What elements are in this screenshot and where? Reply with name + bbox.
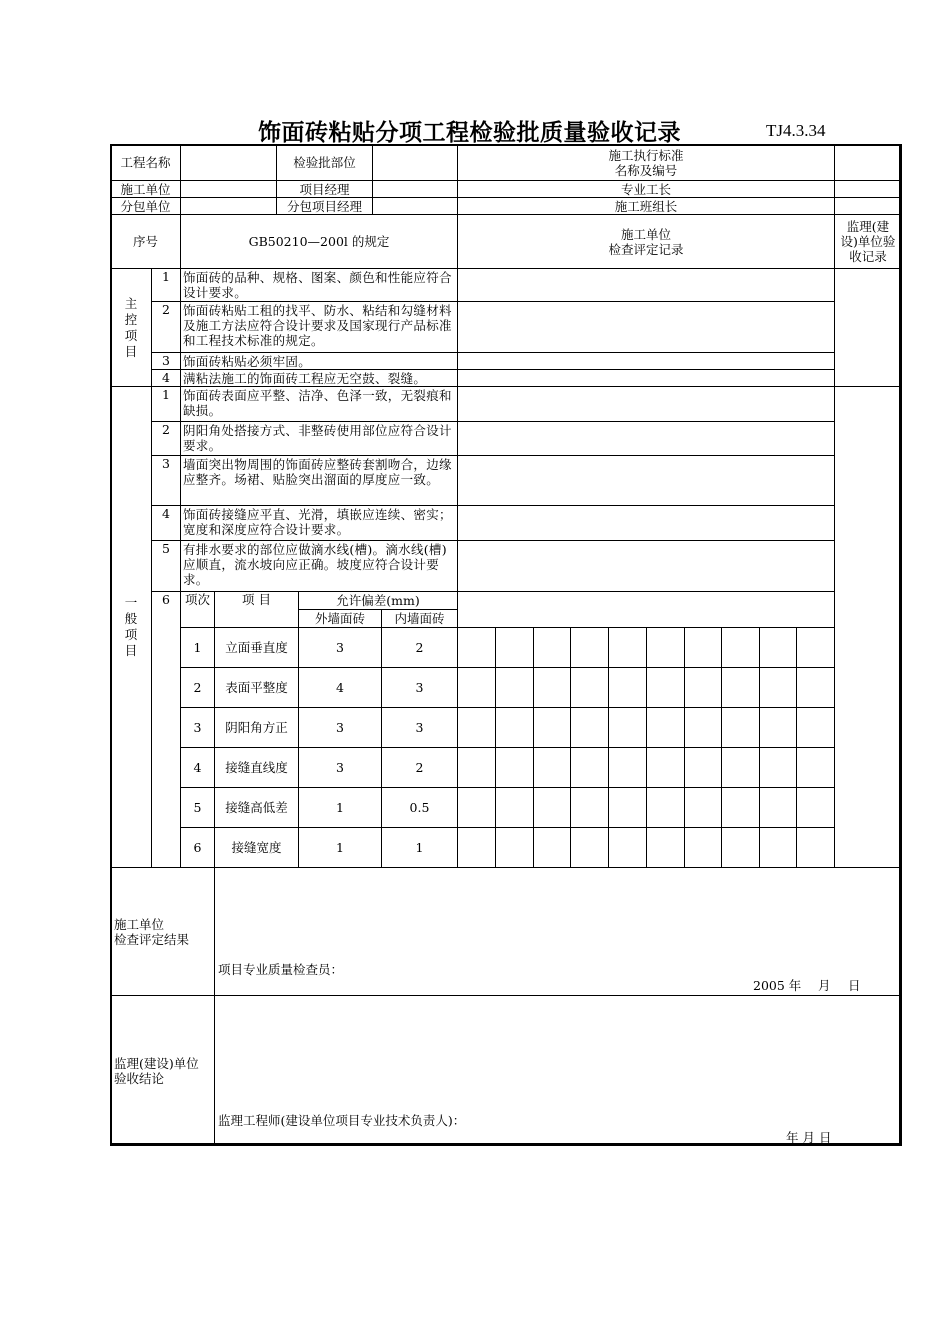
- measurement-cell[interactable]: [684, 747, 722, 788]
- measurement-cell[interactable]: [796, 627, 835, 668]
- measurement-cell[interactable]: [796, 827, 835, 868]
- date-month: 月: [818, 978, 831, 993]
- project-name-value[interactable]: [180, 144, 277, 181]
- measurement-cell[interactable]: [533, 627, 571, 668]
- measurement-cell[interactable]: [721, 747, 760, 788]
- measurement-cell[interactable]: [684, 627, 722, 668]
- team-leader-label: 施工班组长: [457, 197, 835, 215]
- tolerance-row-ext: 3: [298, 707, 382, 748]
- measurement-cell[interactable]: [684, 667, 722, 708]
- main-item-text: 满粘法施工的饰面砖工程应无空鼓、裂缝。: [180, 369, 458, 387]
- general-item-no: 2: [151, 421, 181, 456]
- measurement-cell[interactable]: [608, 707, 647, 748]
- construction-unit-value[interactable]: [180, 180, 277, 198]
- supervision-result-label-line: 监理(建设)单位: [114, 1055, 199, 1071]
- sub-manager-label: 分包项目经理: [276, 197, 373, 215]
- general-item-no: 1: [151, 386, 181, 422]
- general-item-record[interactable]: [457, 505, 835, 541]
- form-code: TJ4.3.34: [766, 121, 826, 140]
- date-year: 2005 年: [753, 978, 802, 993]
- check-record-header: [457, 214, 835, 269]
- measurement-cell[interactable]: [495, 827, 534, 868]
- tolerance-row-ext: 3: [298, 627, 382, 668]
- measurement-cell[interactable]: [796, 787, 835, 828]
- measurement-cell[interactable]: [646, 707, 685, 748]
- tolerance-row-item: 接缝直线度: [214, 747, 299, 788]
- general-item-text: 饰面砖接缝应平直、光滑，填嵌应连续、密实；宽度和深度应符合设计要求。: [180, 505, 458, 541]
- check-record-header-line: 检查评定记录: [608, 241, 684, 257]
- tolerance-row-ext: 4: [298, 667, 382, 708]
- tolerance-row-index: 6: [180, 827, 215, 868]
- measurement-cell[interactable]: [646, 827, 685, 868]
- measurement-cell[interactable]: [721, 787, 760, 828]
- measurement-cell[interactable]: [684, 787, 722, 828]
- construction-result-label-line: 检查评定结果: [114, 931, 190, 947]
- measurement-cell[interactable]: [570, 827, 609, 868]
- measurement-cell[interactable]: [759, 747, 797, 788]
- main-item-record[interactable]: [457, 369, 835, 387]
- tolerance-row-int: 2: [381, 747, 458, 788]
- tolerance-row-index: 5: [180, 787, 215, 828]
- measurement-cell[interactable]: [796, 667, 835, 708]
- construction-unit-label: 施工单位: [110, 180, 181, 198]
- measurement-cell[interactable]: [457, 827, 496, 868]
- general-item-record[interactable]: [457, 540, 835, 592]
- general-item-text: 饰面砖表面应平整、洁净、色泽一致，无裂痕和缺损。: [180, 386, 458, 422]
- construction-result-label: [110, 867, 215, 996]
- date-day: 日: [848, 978, 861, 993]
- seq-header: 序号: [110, 214, 181, 269]
- measurement-cell[interactable]: [570, 627, 609, 668]
- main-item-record[interactable]: [457, 268, 835, 302]
- measurement-cell[interactable]: [721, 827, 760, 868]
- tolerance-row-item: 表面平整度: [214, 667, 299, 708]
- main-item-no: 4: [151, 369, 181, 387]
- sub-manager-value[interactable]: [372, 197, 458, 215]
- tolerance-row-item: 接缝高低差: [214, 787, 299, 828]
- measurement-cell[interactable]: [495, 667, 534, 708]
- measurement-cell[interactable]: [759, 787, 797, 828]
- general-item-no: 5: [151, 540, 181, 592]
- measurement-cell[interactable]: [796, 707, 835, 748]
- general-items-label: [110, 386, 152, 868]
- measurement-cell[interactable]: [457, 787, 496, 828]
- general-item-text: 墙面突出物周围的饰面砖应整砖套割吻合，边缘应整齐。场裙、贴脸突出溜面的厚度应一致。: [180, 455, 458, 506]
- measurement-cell[interactable]: [608, 827, 647, 868]
- tolerance-no: 6: [151, 591, 181, 868]
- supervision-header-line: 设)单位验: [840, 234, 896, 249]
- measurement-cell[interactable]: [646, 747, 685, 788]
- general-item-record[interactable]: [457, 421, 835, 456]
- tolerance-row-item: 接缝宽度: [214, 827, 299, 868]
- main-items-supervision[interactable]: [834, 268, 902, 387]
- measurement-cell[interactable]: [457, 747, 496, 788]
- measurement-cell[interactable]: [684, 827, 722, 868]
- measurement-cell[interactable]: [608, 787, 647, 828]
- date-line: 年 月 日: [786, 1130, 832, 1145]
- measurement-cell[interactable]: [533, 827, 571, 868]
- measurement-cell[interactable]: [495, 627, 534, 668]
- general-item-record[interactable]: [457, 386, 835, 422]
- measurement-cell[interactable]: [646, 667, 685, 708]
- main-item-record[interactable]: [457, 301, 835, 353]
- tolerance-row-ext: 1: [298, 827, 382, 868]
- page-title: 饰面砖粘贴分项工程检验批质量验收记录: [258, 120, 681, 146]
- measurement-cell[interactable]: [533, 667, 571, 708]
- main-item-text: 饰面砖粘贴必须牢固。: [180, 352, 458, 370]
- standard-label: [457, 144, 835, 181]
- tolerance-row-ext: 3: [298, 747, 382, 788]
- main-item-text: 饰面砖粘贴工租的找平、防水、粘结和勾缝材料及施工方法应符合设计要求及国家现行产品标准和工程技术标准的规定。: [180, 301, 458, 353]
- measurement-cell[interactable]: [759, 827, 797, 868]
- inspector-label: 项目专业质量检查员：: [218, 962, 344, 977]
- general-item-text: 有排水要求的部位应做滴水线(槽)。滴水线(槽)应顺直，流水坡向应正确。坡度应符合设计要求。: [180, 540, 458, 592]
- main-item-no: 3: [151, 352, 181, 370]
- measurement-cell[interactable]: [721, 707, 760, 748]
- main-item-no: 2: [151, 301, 181, 353]
- measurement-cell[interactable]: [570, 707, 609, 748]
- inspection-part-value[interactable]: [372, 144, 458, 181]
- measurement-cell[interactable]: [457, 667, 496, 708]
- foreman-label: 专业工长: [457, 180, 835, 198]
- engineer-label: 监理工程师(建设单位项目专业技术负责人)：: [218, 1113, 466, 1128]
- measurement-cell[interactable]: [495, 747, 534, 788]
- supervision-header-line: 收记录: [849, 249, 887, 264]
- standard-value[interactable]: [834, 144, 902, 181]
- measurement-cell[interactable]: [457, 627, 496, 668]
- measurement-cell[interactable]: [796, 747, 835, 788]
- inspection-part-label: 检验批部位: [276, 144, 373, 181]
- measurement-cell[interactable]: [759, 667, 797, 708]
- supervision-header: [834, 214, 902, 269]
- spec-header: GB50210—200l 的规定: [180, 214, 458, 269]
- tolerance-row-item: 立面垂直度: [214, 627, 299, 668]
- tolerance-item-header: 项 目: [214, 591, 299, 628]
- measurement-cell[interactable]: [570, 787, 609, 828]
- measurement-cell[interactable]: [759, 707, 797, 748]
- tolerance-index-header: 项次: [180, 591, 215, 628]
- tolerance-row-index: 3: [180, 707, 215, 748]
- measurement-cell[interactable]: [608, 627, 647, 668]
- supervision-result-label: [110, 995, 215, 1146]
- general-items-label-text: 一般项目: [124, 595, 138, 658]
- foreman-value[interactable]: [834, 180, 902, 198]
- main-item-text: 饰面砖的品种、规格、图案、颜色和性能应符合设计要求。: [180, 268, 458, 302]
- measurement-cell[interactable]: [570, 747, 609, 788]
- main-items-label: [110, 268, 152, 387]
- main-items-label-text: 主控项目: [124, 295, 138, 359]
- tolerance-row-index: 2: [180, 667, 215, 708]
- measurement-cell[interactable]: [646, 627, 685, 668]
- sub-unit-label: 分包单位: [110, 197, 181, 215]
- project-name-label: 工程名称: [110, 144, 181, 181]
- check-record-header-line: 施工单位: [620, 226, 671, 242]
- measurement-cell[interactable]: [684, 707, 722, 748]
- measurement-cell[interactable]: [608, 667, 647, 708]
- measurement-cell[interactable]: [608, 747, 647, 788]
- measurement-cell[interactable]: [721, 667, 760, 708]
- supervision-result-label-line: 验收结论: [114, 1070, 165, 1086]
- tolerance-int-header: 内墙面砖: [381, 609, 458, 628]
- tolerance-row-int: 3: [381, 707, 458, 748]
- measurement-cell[interactable]: [721, 627, 760, 668]
- general-item-record[interactable]: [457, 455, 835, 506]
- project-manager-value[interactable]: [372, 180, 458, 198]
- team-leader-value[interactable]: [834, 197, 902, 215]
- tolerance-row-index: 4: [180, 747, 215, 788]
- measurement-cell[interactable]: [533, 747, 571, 788]
- tolerance-row-int: 0.5: [381, 787, 458, 828]
- tolerance-row-item: 阴阳角方正: [214, 707, 299, 748]
- measurement-cell[interactable]: [495, 707, 534, 748]
- general-item-no: 3: [151, 455, 181, 506]
- tolerance-allow-header: 允许偏差(mm): [298, 591, 458, 610]
- tolerance-row-ext: 1: [298, 787, 382, 828]
- general-item-no: 4: [151, 505, 181, 541]
- measurement-cell[interactable]: [495, 787, 534, 828]
- general-items-supervision[interactable]: [834, 386, 902, 868]
- measurement-cell[interactable]: [570, 667, 609, 708]
- construction-result-area[interactable]: [214, 867, 902, 996]
- tolerance-row-index: 1: [180, 627, 215, 668]
- supervision-result-area[interactable]: [214, 995, 902, 1146]
- tolerance-row-int: 1: [381, 827, 458, 868]
- sub-unit-value[interactable]: [180, 197, 277, 215]
- tolerance-row-int: 3: [381, 667, 458, 708]
- measurement-cell[interactable]: [533, 707, 571, 748]
- tolerance-row-int: 2: [381, 627, 458, 668]
- general-item-text: 阴阳角处搭接方式、非整砖使用部位应符合设计要求。: [180, 421, 458, 456]
- supervision-header-line: 监理(建: [846, 219, 890, 234]
- project-manager-label: 项目经理: [276, 180, 373, 198]
- measurement-cell[interactable]: [457, 707, 496, 748]
- measurement-cell[interactable]: [759, 627, 797, 668]
- main-item-record[interactable]: [457, 352, 835, 370]
- standard-label-line: 名称及编号: [614, 162, 678, 178]
- tolerance-record-header[interactable]: [457, 591, 835, 628]
- tolerance-ext-header: 外墙面砖: [298, 609, 382, 628]
- standard-label-line: 施工执行标准: [608, 147, 684, 163]
- measurement-cell[interactable]: [533, 787, 571, 828]
- main-item-no: 1: [151, 268, 181, 302]
- measurement-cell[interactable]: [646, 787, 685, 828]
- construction-result-label-line: 施工单位: [114, 916, 165, 932]
